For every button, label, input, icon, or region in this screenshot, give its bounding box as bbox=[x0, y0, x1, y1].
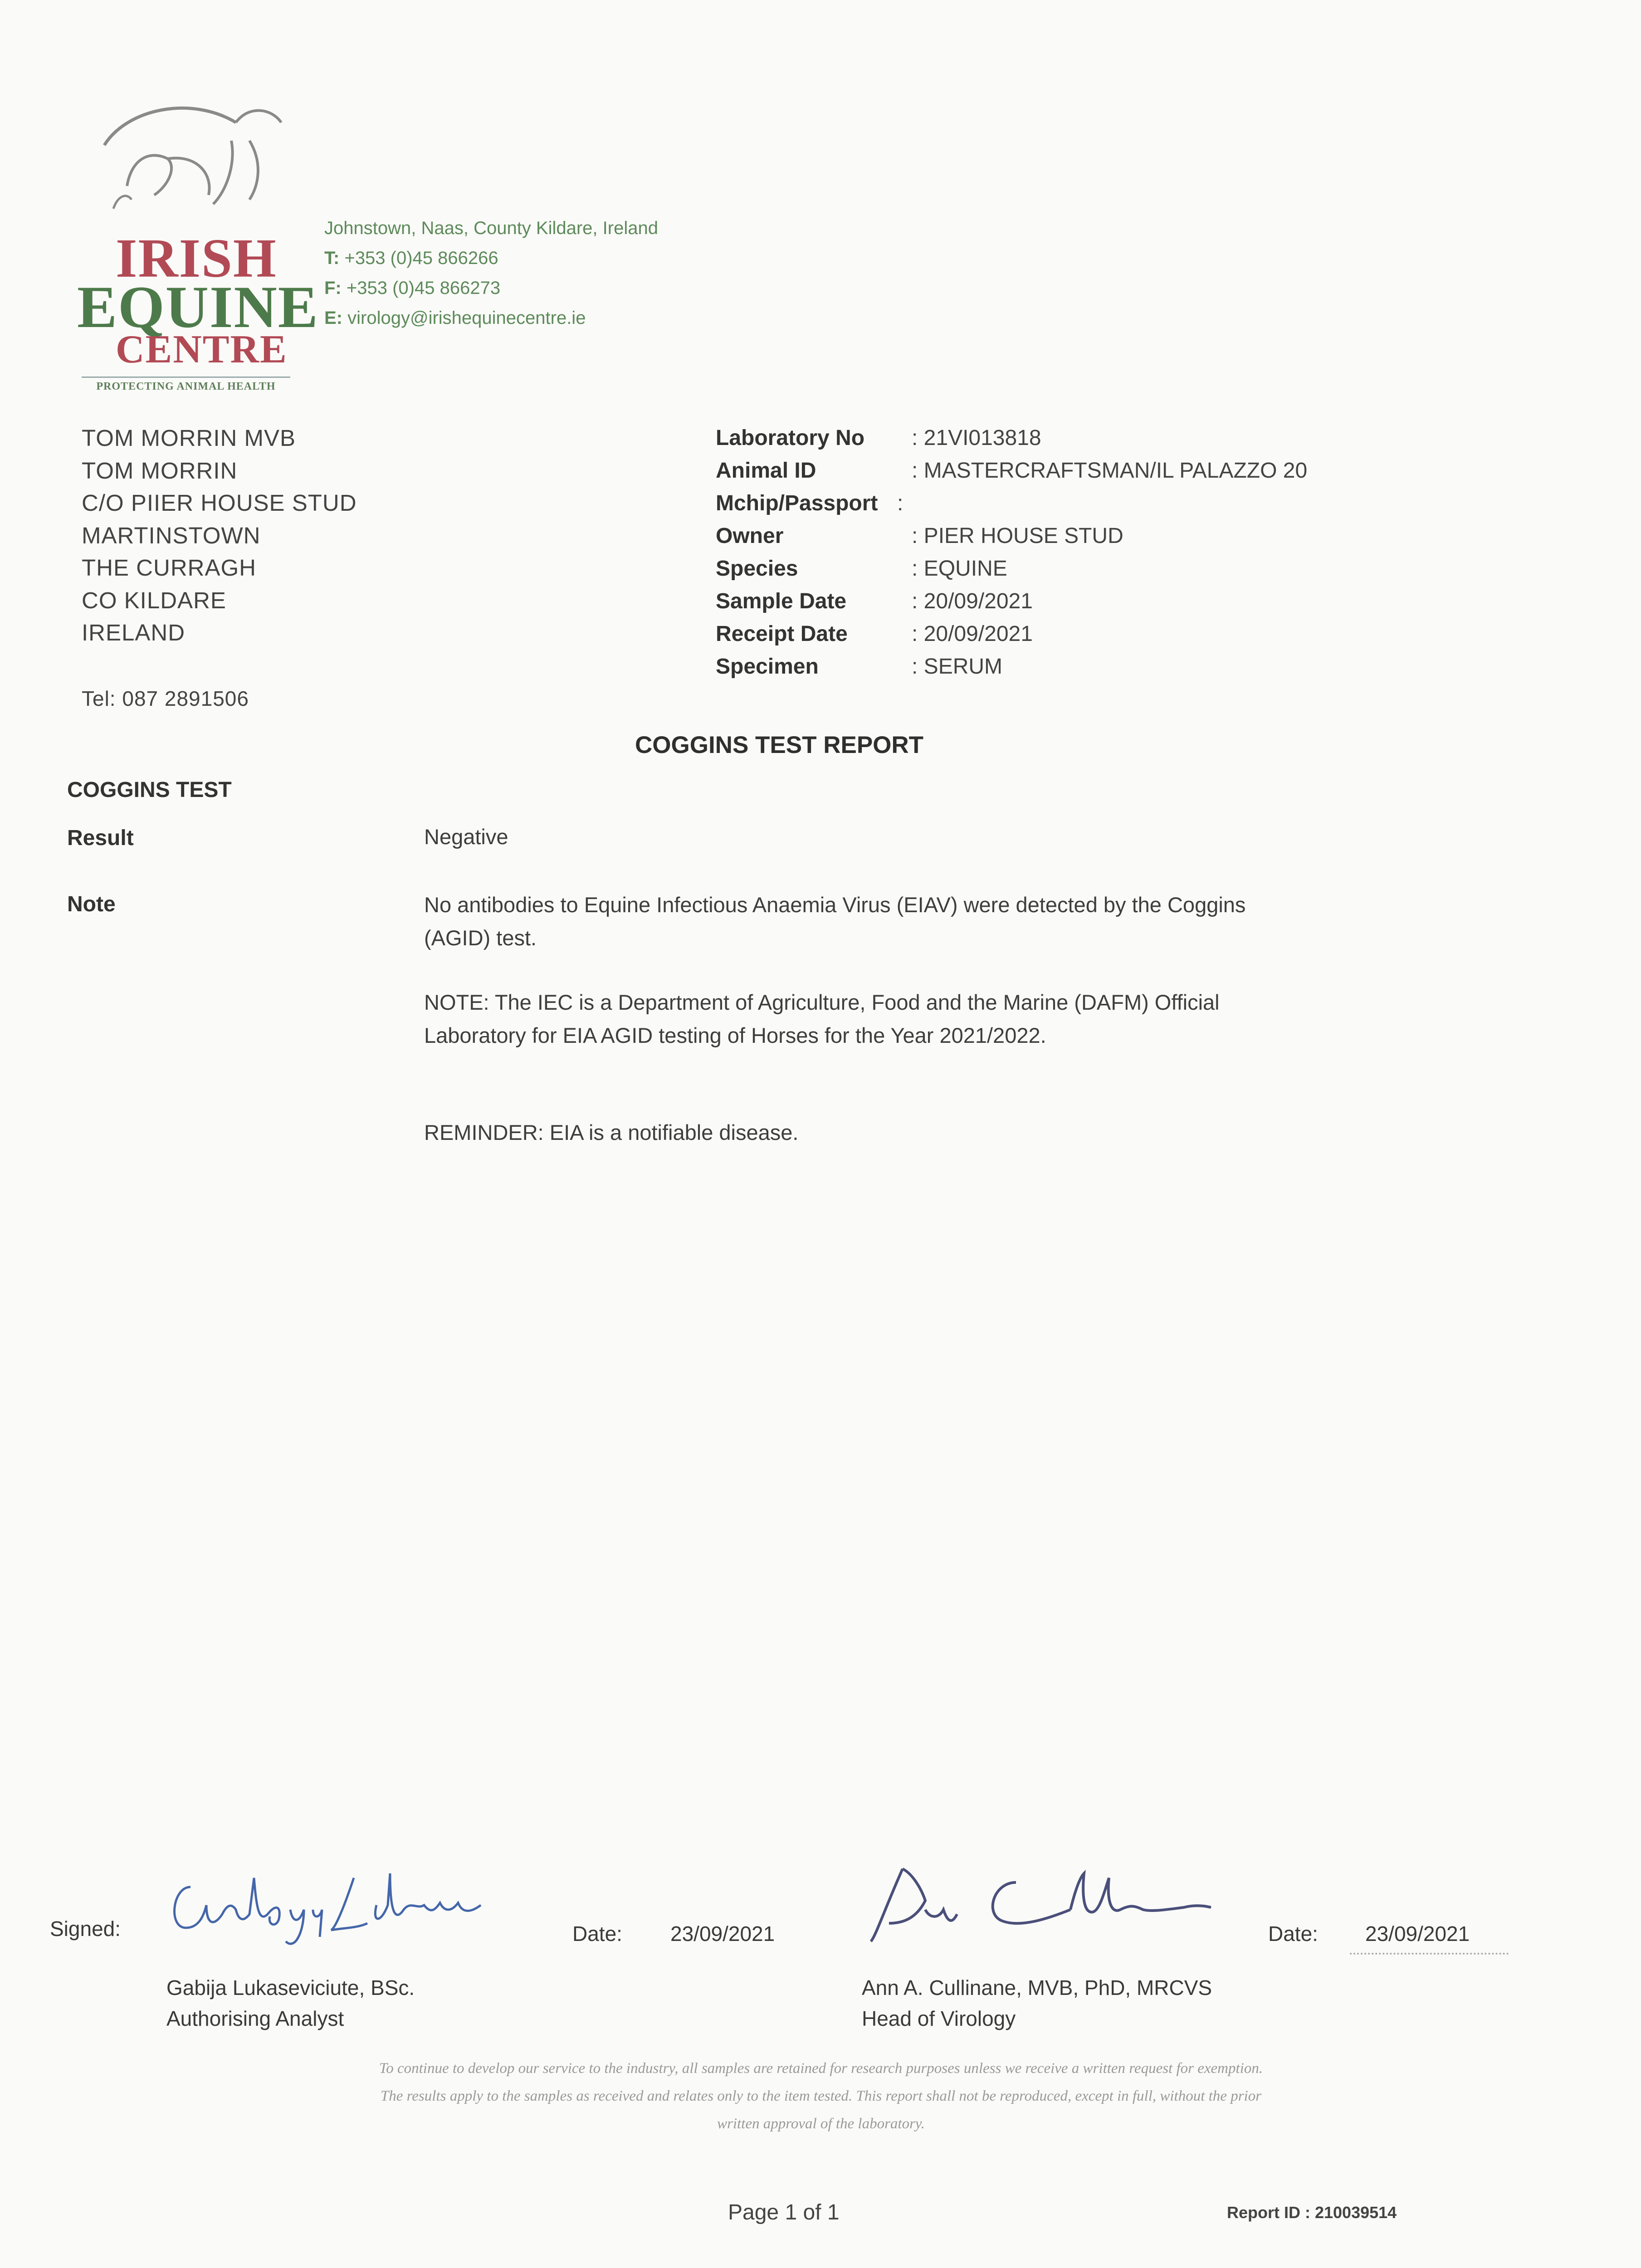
footer-line-1: To continue to develop our service to the industry, all samples are retained for research purposes unless we receive a written request for exemption. bbox=[379, 2060, 1263, 2077]
contact-phone: T: +353 (0)45 866266 bbox=[324, 248, 498, 268]
logo-tagline: PROTECTING ANIMAL HEALTH bbox=[82, 376, 290, 393]
contact-block bbox=[324, 213, 658, 333]
section-heading: COGGINS TEST bbox=[67, 778, 232, 802]
signature-gabija bbox=[163, 1860, 490, 1946]
address-line: THE CURRAGH bbox=[82, 555, 257, 581]
signed-label: Signed: bbox=[50, 1917, 121, 1941]
address-line: MARTINSTOWN bbox=[82, 522, 261, 548]
logo-word-irish: IRISH bbox=[116, 228, 277, 289]
signatory-2 bbox=[862, 1972, 1212, 2034]
address-line: TOM MORRIN bbox=[82, 457, 238, 484]
signatory-2-role: Head of Virology bbox=[862, 2007, 1016, 2030]
note-text: No antibodies to Equine Infectious Anaemia Virus (EIAV) were detected by the Coggins (AGID) test. bbox=[424, 893, 1246, 950]
date-underline-2 bbox=[1350, 1953, 1509, 1955]
result-value: Negative bbox=[424, 825, 508, 849]
dafm-note: NOTE: The IEC is a Department of Agriculture, Food and the Marine (DAFM) Official Laboratory for EIA AGID testing of Horses for the Year 2021/2022. bbox=[424, 990, 1220, 1047]
footer-disclaimer bbox=[109, 2055, 1533, 2138]
irish-equine-centre-logo bbox=[73, 91, 319, 399]
signature-cullinane bbox=[857, 1846, 1238, 1950]
signatory-1 bbox=[166, 1972, 415, 2034]
recipient-tel: Tel: 087 2891506 bbox=[82, 687, 249, 710]
contact-fax: F: +353 (0)45 866273 bbox=[324, 278, 501, 298]
date-label-1: Date: bbox=[572, 1922, 622, 1945]
contact-email: E: virology@irishequinecentre.ie bbox=[324, 308, 586, 328]
footer-line-2: The results apply to the samples as received and relates only to the item tested. This report shall not be reproduced, except in full, without the prior bbox=[380, 2088, 1262, 2104]
note-label: Note bbox=[67, 892, 116, 916]
address-line: C/O PIIER HOUSE STUD bbox=[82, 490, 357, 516]
contact-address: Johnstown, Naas, County Kildare, Ireland bbox=[324, 218, 658, 238]
logo-word-equine: EQUINE bbox=[77, 274, 319, 340]
signatory-2-name: Ann A. Cullinane, MVB, PhD, MRCVS bbox=[862, 1976, 1212, 1999]
address-line: TOM MORRIN MVB bbox=[82, 425, 296, 451]
address-line: CO KILDARE bbox=[82, 587, 226, 613]
page-number: Page 1 of 1 bbox=[728, 2200, 840, 2224]
date-value-2: 23/09/2021 bbox=[1365, 1922, 1470, 1945]
date-value-1: 23/09/2021 bbox=[670, 1922, 775, 1945]
result-label: Result bbox=[67, 826, 134, 850]
report-id: Report ID : 210039514 bbox=[1227, 2203, 1397, 2222]
horse-head-icon bbox=[100, 91, 290, 227]
date-label-2: Date: bbox=[1268, 1922, 1318, 1945]
address-line: IRELAND bbox=[82, 620, 186, 645]
signatory-1-name: Gabija Lukaseviciute, BSc. bbox=[166, 1976, 415, 1999]
report-title: COGGINS TEST REPORT bbox=[635, 732, 924, 758]
footer-line-3: written approval of the laboratory. bbox=[717, 2116, 925, 2132]
logo-word-centre: CENTRE bbox=[116, 327, 288, 371]
reminder-text: REMINDER: EIA is a notifiable disease. bbox=[424, 1120, 799, 1144]
signatory-1-role: Authorising Analyst bbox=[166, 2007, 344, 2030]
lab-details: Laboratory No : 21VI013818 Animal ID : MASTERCRAFTSMAN/IL PALAZZO 20 Mchip/Passport : Owner : PIER HOUSE STUD Species : EQUINE Sample Date : 20/09/2021 Receipt Date : 20/09/2021 Specimen : SERUM bbox=[716, 426, 1308, 679]
recipient-address bbox=[82, 422, 357, 649]
